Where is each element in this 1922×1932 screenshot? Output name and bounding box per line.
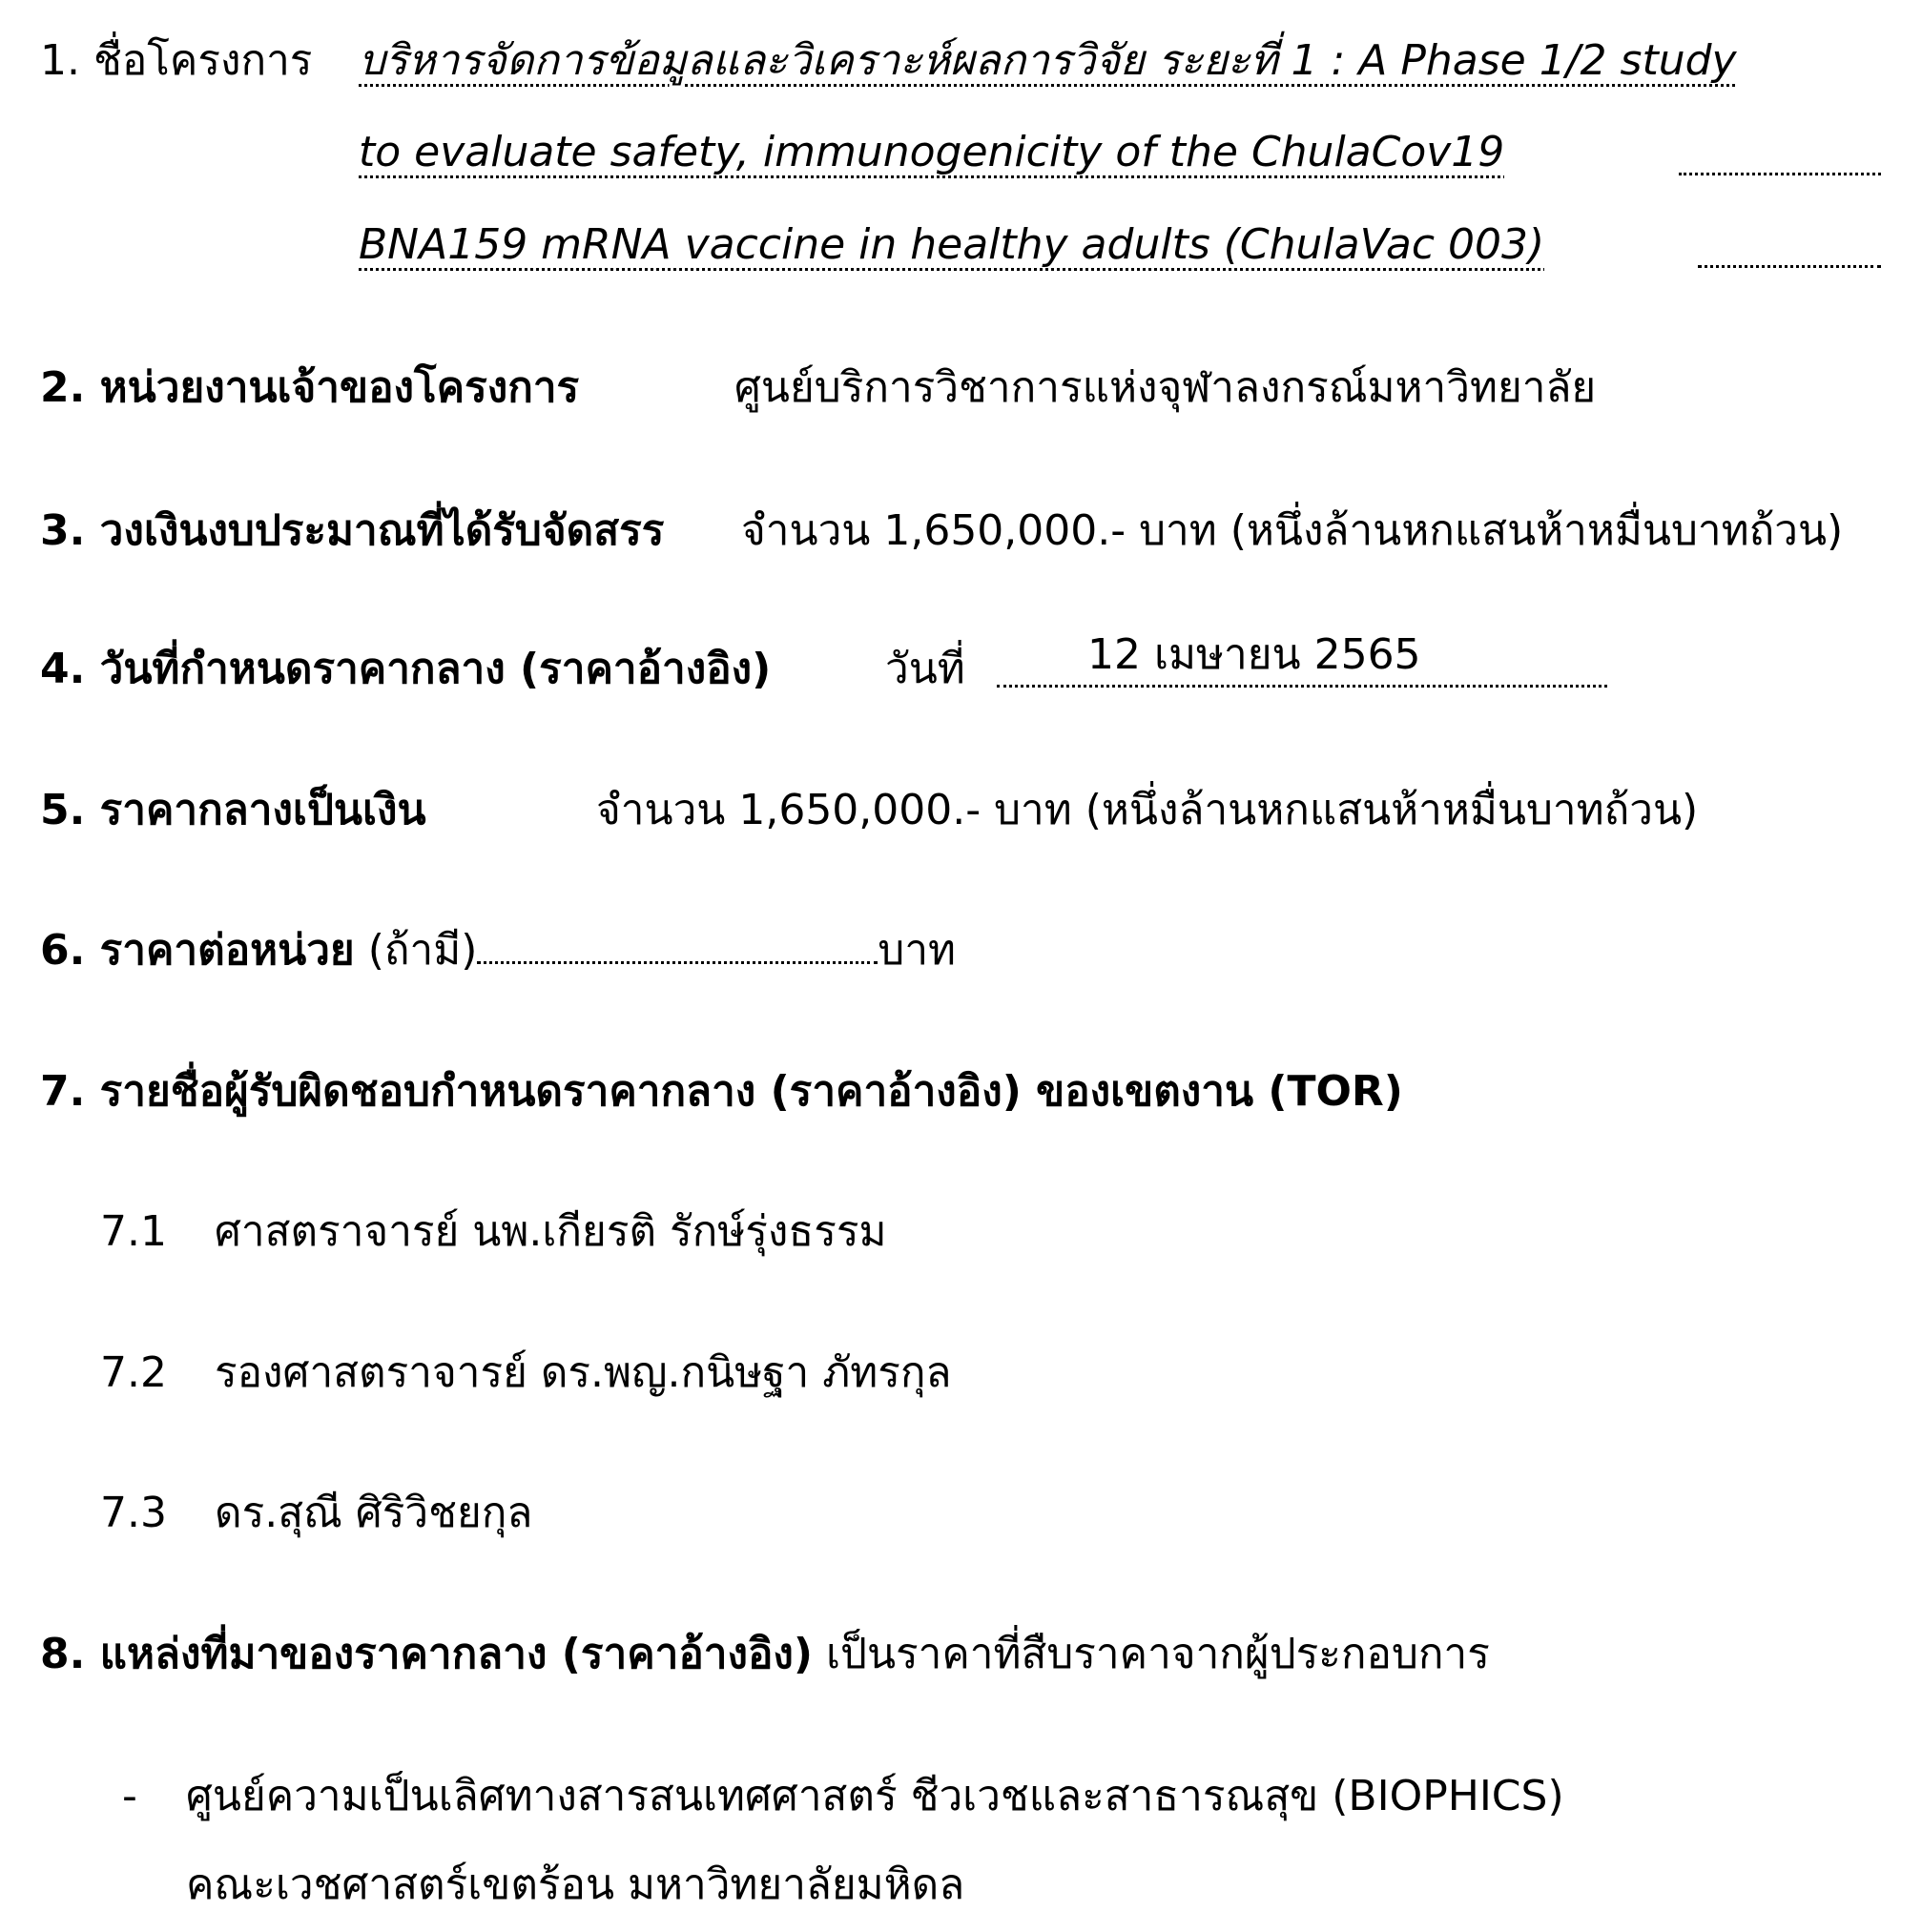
- item6-unit: บาท: [878, 926, 957, 975]
- item2-label: 2. หน่วยงานเจ้าของโครงการ: [40, 363, 580, 412]
- person-number: 7.3: [100, 1489, 167, 1537]
- reference-date: 12 เมษายน 2565: [1087, 630, 1421, 679]
- person-name: ดร.สุณี ศิริวิชยกุล: [215, 1489, 533, 1537]
- item4-label: 4. วันที่กำหนดราคากลาง (ราคาอ้างอิง): [40, 645, 772, 693]
- project-title-line2: to evaluate safety, immunogenicity of the ChulaCov19: [359, 128, 1505, 176]
- project-title-line1: บริหารจัดการข้อมูลและวิเคราะห์ผลการวิจัย ระยะที่ 1 : A Phase 1/2 study: [359, 36, 1737, 85]
- source-line2: คณะเวชศาสตร์เขตร้อน มหาวิทยาลัยมหิดล: [186, 1860, 965, 1909]
- item7-label: 7. รายชื่อผู้รับผิดชอบกำหนดราคากลาง (ราคาอ้างอิง) ของเขตงาน (TOR): [40, 1067, 1403, 1116]
- item8-row: [40, 1630, 1490, 1678]
- item6-note: (ถ้ามี): [367, 926, 478, 975]
- dotted-fill-line3: [1698, 265, 1881, 268]
- item4-prefix: วันที่: [885, 645, 965, 693]
- item1-label: 1. ชื่อโครงการ: [40, 36, 313, 85]
- person-name: รองศาสตราจารย์ ดร.พญ.กนิษฐา ภัทรกุล: [215, 1348, 952, 1397]
- item5-label: 5. ราคากลางเป็นเงิน: [40, 786, 426, 834]
- project-title-line3: BNA159 mRNA vaccine in healthy adults (ChulaVac 003): [359, 220, 1545, 269]
- item3-label: 3. วงเงินงบประมาณที่ได้รับจัดสรร: [40, 506, 665, 555]
- item8-value: เป็นราคาที่สืบราคาจากผู้ประกอบการ: [825, 1630, 1490, 1678]
- unit-price-dots: [477, 935, 878, 964]
- person-number: 7.2: [100, 1348, 167, 1397]
- dotted-fill-line2: [1679, 173, 1881, 175]
- date-dotted-line: [997, 685, 1607, 688]
- item6-label: 6. ราคาต่อหน่วย: [40, 926, 355, 975]
- item8-label: 8. แหล่งที่มาของราคากลาง (ราคาอ้างอิง): [40, 1630, 813, 1678]
- budget-amount: จำนวน 1,650,000.- บาท (หนึ่งล้านหกแสนห้าหมื่นบาทถ้วน): [741, 506, 1844, 555]
- person-name: ศาสตราจารย์ นพ.เกียรติ รักษ์รุ่งธรรม: [215, 1207, 887, 1256]
- median-price-amount: จำนวน 1,650,000.- บาท (หนึ่งล้านหกแสนห้าหมื่นบาทถ้วน): [596, 786, 1699, 834]
- item6-row: [40, 926, 957, 975]
- owner-agency: ศูนย์บริการวิชาการแห่งจุฬาลงกรณ์มหาวิทยาลัย: [734, 363, 1597, 412]
- person-number: 7.1: [100, 1207, 167, 1256]
- source-line1: ศูนย์ความเป็นเลิศทางสารสนเทศศาสตร์ ชีวเวชและสาธารณสุข (BIOPHICS): [186, 1772, 1564, 1820]
- bullet-dash: -: [122, 1772, 137, 1820]
